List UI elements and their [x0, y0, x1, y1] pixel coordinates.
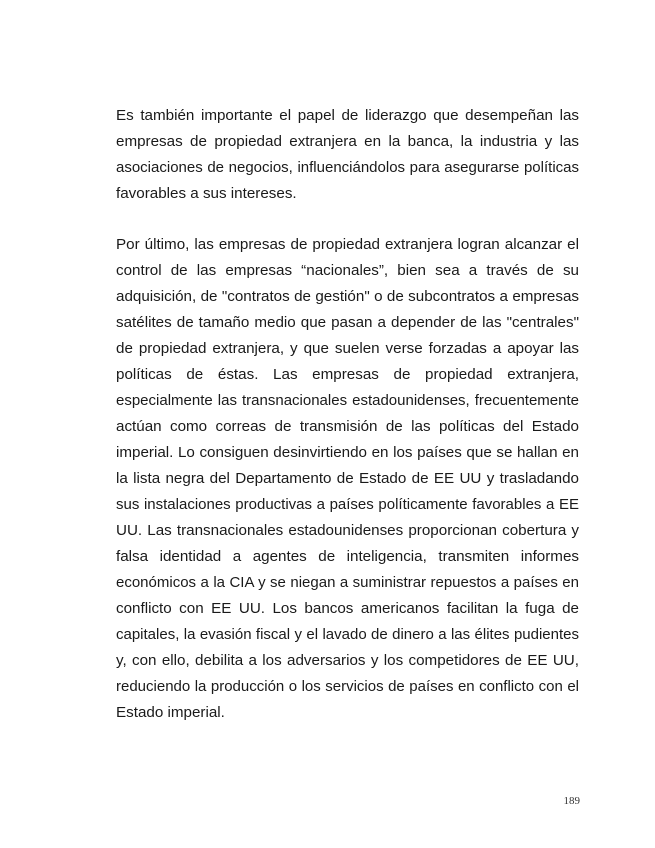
paragraph-line: conflicto con EE UU. Los bancos americanos facilitan la fuga de — [116, 600, 579, 617]
paragraph-1 — [116, 103, 579, 207]
paragraph-line: control de las empresas “nacionales”, bien sea a través de su — [116, 262, 579, 279]
paragraph-line: reduciendo la producción o los servicios de países en conflicto con el — [116, 678, 579, 695]
paragraph-line: favorables a sus intereses. — [116, 185, 297, 202]
paragraph-line: especialmente las transnacionales estadounidenses, frecuentemente — [116, 392, 579, 409]
paragraph-line: imperial. Lo consiguen desinvirtiendo en los países que se hallan en — [116, 444, 579, 461]
paragraph-line: UU. Las transnacionales estadounidenses proporcionan cobertura y — [116, 522, 579, 539]
paragraph-line: capitales, la evasión fiscal y el lavado de dinero a las élites pudientes — [116, 626, 579, 643]
paragraph-line: empresas de propiedad extranjera en la banca, la industria y las — [116, 133, 579, 150]
paragraph-line: de propiedad extranjera, y que suelen verse forzadas a apoyar las — [116, 340, 579, 357]
paragraph-line: Estado imperial. — [116, 704, 225, 721]
paragraph-line: actúan como correas de transmisión de las políticas del Estado — [116, 418, 579, 435]
paragraph-line: Es también importante el papel de liderazgo que desempeñan las — [116, 107, 579, 124]
paragraph-line: y, con ello, debilita a los adversarios y los competidores de EE UU, — [116, 652, 579, 669]
paragraph-line: adquisición, de "contratos de gestión" o de subcontratos a empresas — [116, 288, 579, 305]
paragraph-2 — [116, 232, 579, 726]
paragraph-line: sus instalaciones productivas a países políticamente favorables a EE — [116, 496, 579, 513]
paragraph-line: asociaciones de negocios, influenciándolos para asegurarse políticas — [116, 159, 579, 176]
paragraph-line: políticas de éstas. Las empresas de propiedad extranjera, — [116, 366, 579, 383]
paragraph-line: falsa identidad a agentes de inteligencia, transmiten informes — [116, 548, 579, 565]
paragraph-line: la lista negra del Departamento de Estado de EE UU y trasladando — [116, 470, 579, 487]
paragraph-line: satélites de tamaño medio que pasan a depender de las "centrales" — [116, 314, 579, 331]
paragraph-line: Por último, las empresas de propiedad extranjera logran alcanzar el — [116, 236, 579, 253]
page-number: 189 — [563, 795, 580, 807]
paragraph-line: económicos a la CIA y se niegan a suministrar repuestos a países en — [116, 574, 579, 591]
